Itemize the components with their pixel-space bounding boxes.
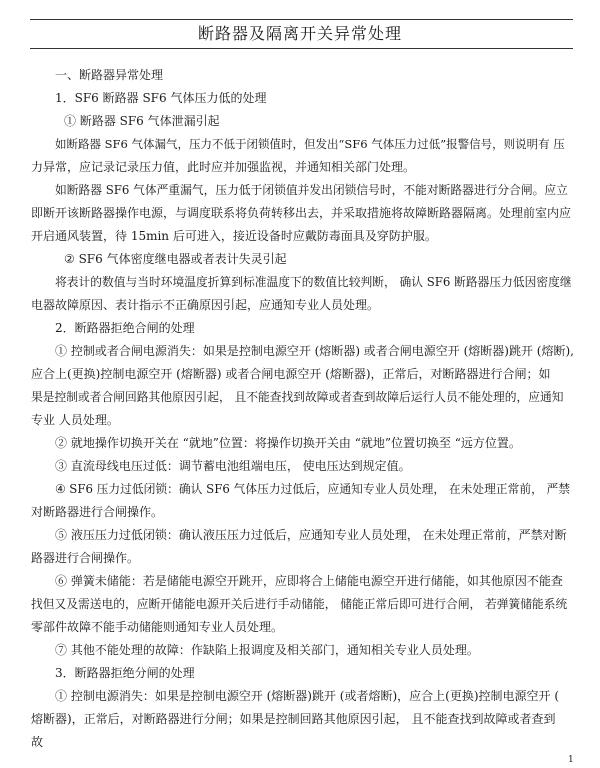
top-rule xyxy=(30,19,573,20)
paragraph-line: 开启通风装置，待 15min 后可进入，接近设备时应戴防毒面具及穿防护服。 xyxy=(31,229,437,243)
paragraph-line: 如断路器 SF6 气体严重漏气，压力低于闭锁值并发出闭锁信号时，不能对断路器进行分合闸。应立 xyxy=(55,183,568,197)
section-heading: 一、断路器异常处理 xyxy=(55,68,164,82)
paragraph-line: ④ SF6 压力过低闭锁：确认 SF6 气体压力过低后，应通知专业人员处理， 在未处理正常前， 严禁 xyxy=(55,482,571,496)
paragraph-line: 找但又及需送电的，应断开储能电源开关后进行手动储能， 储能正常后即可进行合闸， 若弹簧储能系统 xyxy=(31,597,568,611)
paragraph-line: ⑤ 液压压力过低闭锁：确认液压压力过低后，应通知专业人员处理， 在未处理正常前，严禁对断 xyxy=(55,528,567,542)
paragraph-line: 果是控制或者合闸回路其他原因引起， 且不能查找到故障或者查到故障后运行人员不能处理的，应通知 xyxy=(31,390,564,404)
page-number: 1 xyxy=(568,755,574,765)
paragraph-line: ③ 直流母线电压过低：调节蓄电池组端电压， 使电压达到规定值。 xyxy=(55,459,411,473)
paragraph-line: 电器故障原因、表计指示不正确原因引起，应通知专业人员处理。 xyxy=(31,298,380,312)
title-underline xyxy=(30,48,573,49)
paragraph-line: ② 就地操作切换开关在 “就地”位置：将操作切换开关由 “就地”位置切换至 “远方位置。 xyxy=(55,436,521,450)
paragraph-line: 零部件故障不能手动储能则通知专业人员处理。 xyxy=(31,620,284,634)
paragraph-line: 力异常，应记录记录压力值，此时应并加强监视，并通知相关部门处理。 xyxy=(31,160,416,174)
subsection-heading: 1．SF6 断路器 SF6 气体压力低的处理 xyxy=(55,91,267,105)
paragraph-line: ⑥ 弹簧未储能：若是储能电源空开跳开，应即将合上储能电源空开进行储能，如其他原因不能查 xyxy=(55,574,563,588)
paragraph-line: 如断路器 SF6 气体漏气，压力不低于闭锁值时，但发出“SF6 气体压力过低”报警信号，则说明有 压 xyxy=(55,137,565,151)
paragraph-line: 故 xyxy=(31,735,44,749)
paragraph-line: ① 控制或者合闸电源消失：如果是控制电源空开 (熔断器) 或者合闸电源空开 (熔断器)跳开 (熔断), xyxy=(55,344,574,358)
item-heading: ① 断路器 SF6 气体泄漏引起 xyxy=(64,114,220,128)
paragraph-line: 将表计的数值与当时环境温度折算到标准温度下的数值比较判断， 确认 SF6 断路器压力低因密度继 xyxy=(55,275,572,289)
paragraph-line: 对断路器进行合闸操作。 xyxy=(31,505,164,519)
page-title: 断路器及隔离开关异常处理 xyxy=(197,24,402,43)
subsection-heading: 3．断路器拒绝分闸的处理 xyxy=(55,666,195,680)
paragraph-line: 应合上(更换)控制电源空开 (熔断器) 或者合闸电源空开 (熔断器)，正常后，对断路器进行合闸；如 xyxy=(31,367,551,381)
paragraph-line: ① 控制电源消失：如果是控制电源空开 (熔断器)跳开 (或者熔断)，应合上(更换)控制电源空开 ( xyxy=(55,689,560,703)
paragraph-line: ⑦ 其他不能处理的故障：作缺陷上报调度及相关部门，通知相关专业人员处理。 xyxy=(55,643,479,657)
paragraph-line: 专业 人员处理。 xyxy=(31,413,119,427)
paragraph-line: 即断开该断路器操作电源，与调度联系将负荷转移出去，并采取措施将故障断路器隔离。处理前室内应 xyxy=(31,206,572,220)
item-heading: ② SF6 气体密度继电器或者表计失灵引起 xyxy=(64,252,287,266)
paragraph-line: 熔断器)，正常后，对断路器进行分闸；如果是控制回路其他原因引起， 且不能查找到故障或者查到 xyxy=(31,712,556,726)
subsection-heading: 2．断路器拒绝合闸的处理 xyxy=(55,321,195,335)
paragraph-line: 路器进行合闸操作。 xyxy=(31,551,140,565)
